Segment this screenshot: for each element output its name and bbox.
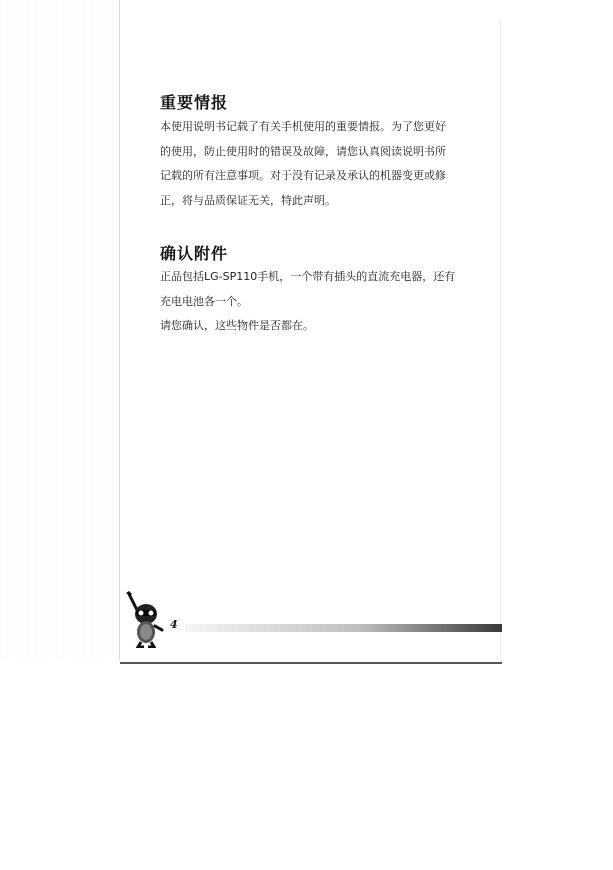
bottom-rule — [120, 662, 502, 664]
section-heading-accessories: 确认附件 — [160, 244, 229, 263]
body-line: 请您确认，这些物件是否都在。 — [160, 319, 314, 332]
body-line: 记载的所有注意事项。对于没有记录及承认的机器变更或修 — [160, 169, 446, 182]
cartoon-character-icon — [124, 590, 168, 648]
body-line: 正，将与品质保证无关，特此声明。 — [160, 193, 336, 207]
footer-gradient-bar — [185, 624, 502, 632]
body-line: 充电电池各一个。 — [160, 294, 248, 308]
scan-shadow — [0, 0, 120, 660]
body-line: 本使用说明书记载了有关手机使用的重要情报。为了您更好 — [160, 120, 446, 133]
body-line: 正品包括LG-SP110手机，一个带有插头的直流充电器，还有 — [160, 270, 456, 283]
section-body-important-info — [160, 115, 478, 213]
page-right-edge — [500, 20, 501, 660]
booklet-edge — [119, 0, 120, 660]
section-heading-important-info: 重要情报 — [160, 93, 229, 112]
page-number: 4 — [170, 618, 178, 631]
section-body-accessories — [160, 265, 478, 339]
body-line: 的使用，防止使用时的错误及故障，请您认真阅读说明书所 — [160, 144, 446, 158]
